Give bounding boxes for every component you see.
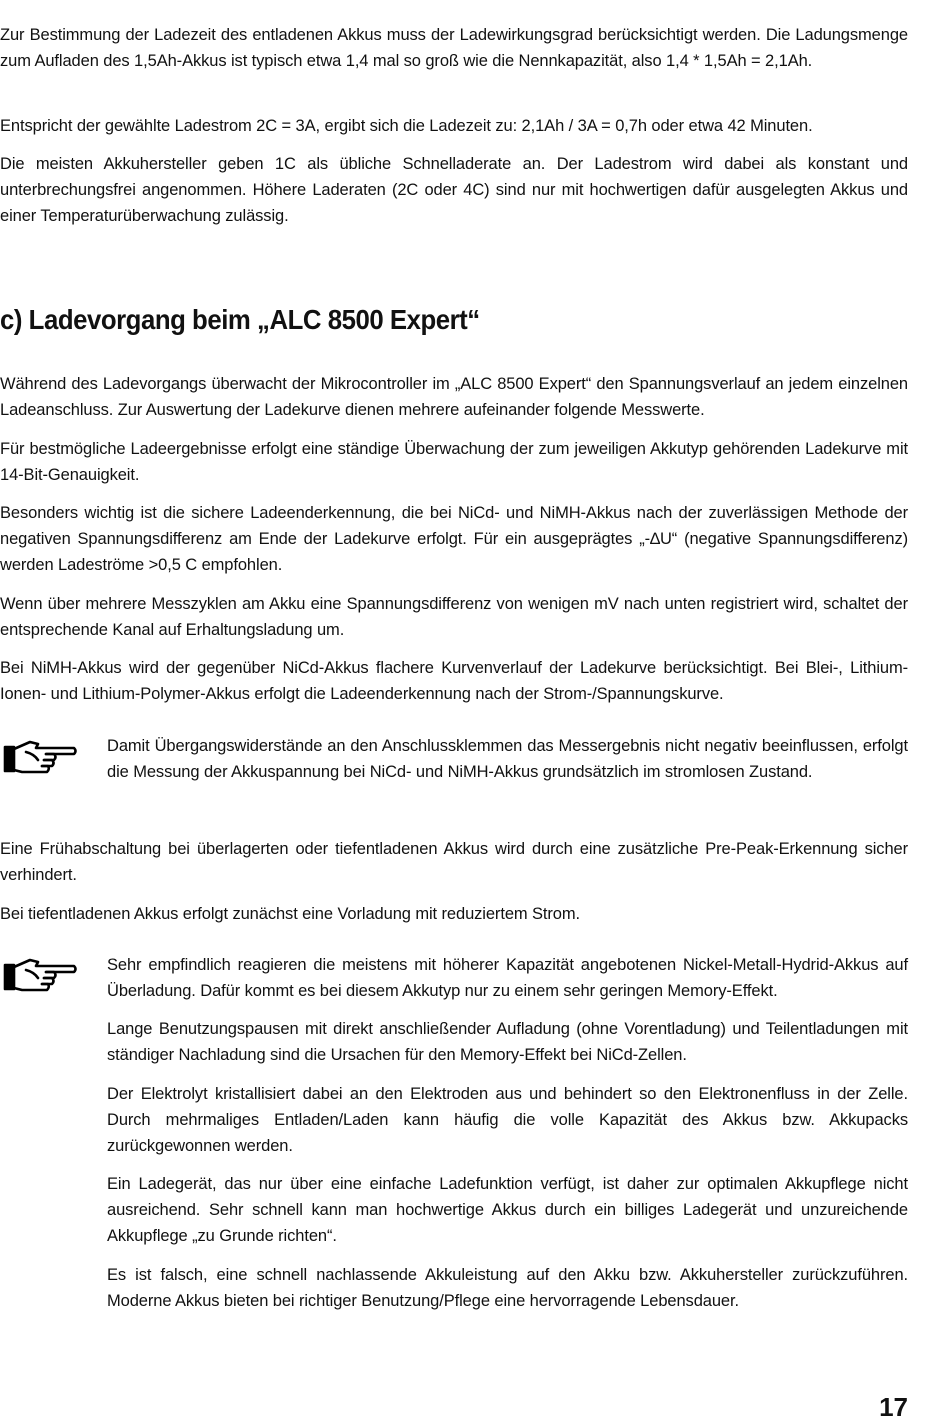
paragraph-voltage-monitoring: Während des Ladevorgangs überwacht der Mikrocontroller im „ALC 8500 Expert“ den Spannungsverlauf an jedem einzelnen Ladeanschluss. Zur Auswertung der Ladekurve dienen mehrere aufeinander folgende Messwerte. [0, 375, 908, 419]
paragraph-charge-time-efficiency: Zur Bestimmung der Ladezeit des entladenen Akkus muss der Ladewirkungsgrad berücksichtigt werden. Die Ladungsmenge zum Aufladen des 1,5Ah-Akkus ist typisch etwa 1,4 mal so groß wie die Nennkapazität, also 1,4 * 1,5Ah = 2,1Ah. [0, 26, 908, 70]
note-electrolyte-crystallization: Der Elektrolyt kristallisiert dabei an den Elektroden aus und behindert so den Elektronenfluss in der Zelle. Durch mehrmaliges Entladen/Laden kann häufig die volle Kapazität des Akkus bzw. Akkupacks zurückgewonnen werden. [107, 1085, 908, 1155]
paragraph-14bit-accuracy: Für bestmögliche Ladeergebnisse erfolgt eine ständige Überwachung der zum jeweiligen Akkutyp gehörenden Ladekurve mit 14-Bit-Genauigkeit. [0, 440, 908, 484]
note-memory-effect-causes: Lange Benutzungspausen mit direkt anschließender Aufladung (ohne Vorentladung) und Teilentladungen mit ständiger Nachladung sind die Ursachen für den Memory-Effekt bei NiCd-Zellen. [107, 1020, 908, 1064]
note-measurement-currentless: Damit Übergangswiderstände an den Anschlussklemmen das Messergebnis nicht negativ beeinflussen, erfolgt die Messung der Akkuspannung bei NiCd- und NiMH-Akkus grundsätzlich im stromlosen Zustand. [107, 737, 908, 781]
paragraph-precharge: Bei tiefentladenen Akkus erfolgt zunächst eine Vorladung mit reduziertem Strom. [0, 905, 581, 923]
paragraph-delta-u-detection: Besonders wichtig ist die sichere Ladeenderkennung, die bei NiCd- und NiMH-Akkus nach der zuverlässigen Methode der negativen Spannungsdifferenz am Ende der Ladekurve erfolgt. Für ein ausgeprägtes „-∆U“ (negative Spannungsdifferenz) werden Ladeströme >0,5 C empfohlen. [0, 504, 908, 574]
note-nimh-overcharge: Sehr empfindlich reagieren die meistens mit höherer Kapazität angebotenen Nickel-Metall-Hydrid-Akkus auf Überladung. Dafür kommt es bei diesem Akkutyp nur zu einem sehr geringen Memory-Effekt. [107, 956, 908, 1000]
section-heading: c) Ladevorgang beim „ALC 8500 Expert“ [0, 304, 480, 335]
page-number: 17 [879, 1392, 908, 1422]
pointing-hand-icon [2, 956, 78, 996]
paragraph-trickle-charge: Wenn über mehrere Messzyklen am Akku eine Spannungsdifferenz von wenigen mV nach unten registriert wird, schaltet der entsprechende Kanal auf Erhaltungsladung um. [0, 595, 908, 639]
paragraph-fast-charge-rate: Die meisten Akkuhersteller geben 1C als übliche Schnelladerate an. Der Ladestrom wird dabei als konstant und unterbrechungsfrei angenommen. Höhere Laderaten (2C oder 4C) sind nur mit hochwertigen dafür ausgelegten Akkus und einer Temperaturüberwachung zulässig. [0, 155, 908, 225]
pointing-hand-icon [2, 738, 78, 778]
paragraph-pre-peak-detection: Eine Frühabschaltung bei überlagerten oder tiefentladenen Akkus wird durch eine zusätzliche Pre-Peak-Erkennung sicher verhindert. [0, 840, 908, 884]
paragraph-charge-time-example: Entspricht der gewählte Ladestrom 2C = 3A, ergibt sich die Ladezeit zu: 2,1Ah / 3A = 0,7h oder etwa 42 Minuten. [0, 117, 813, 135]
paragraph-nimh-lithium: Bei NiMH-Akkus wird der gegenüber NiCd-Akkus flachere Kurvenverlauf der Ladekurve berücksichtigt. Bei Blei-, Lithium-Ionen- und Lithium-Polymer-Akkus erfolgt die Ladeenderkennung nach der Strom-/Spannungskurve. [0, 659, 908, 703]
note-simple-charger-insufficient: Ein Ladegerät, das nur über eine einfache Ladefunktion verfügt, ist daher zur optimalen Akkupflege nicht ausreichend. Sehr schnell kann man hochwertige Akkus durch ein billiges Ladegerät und unzureichende Akkupflege „zu Grunde richten“. [107, 1175, 908, 1245]
note-battery-lifespan: Es ist falsch, eine schnell nachlassende Akkuleistung auf den Akku bzw. Akkuhersteller zurückzuführen. Moderne Akkus bieten bei richtiger Benutzung/Pflege eine hervorragende Lebensdauer. [107, 1266, 908, 1310]
